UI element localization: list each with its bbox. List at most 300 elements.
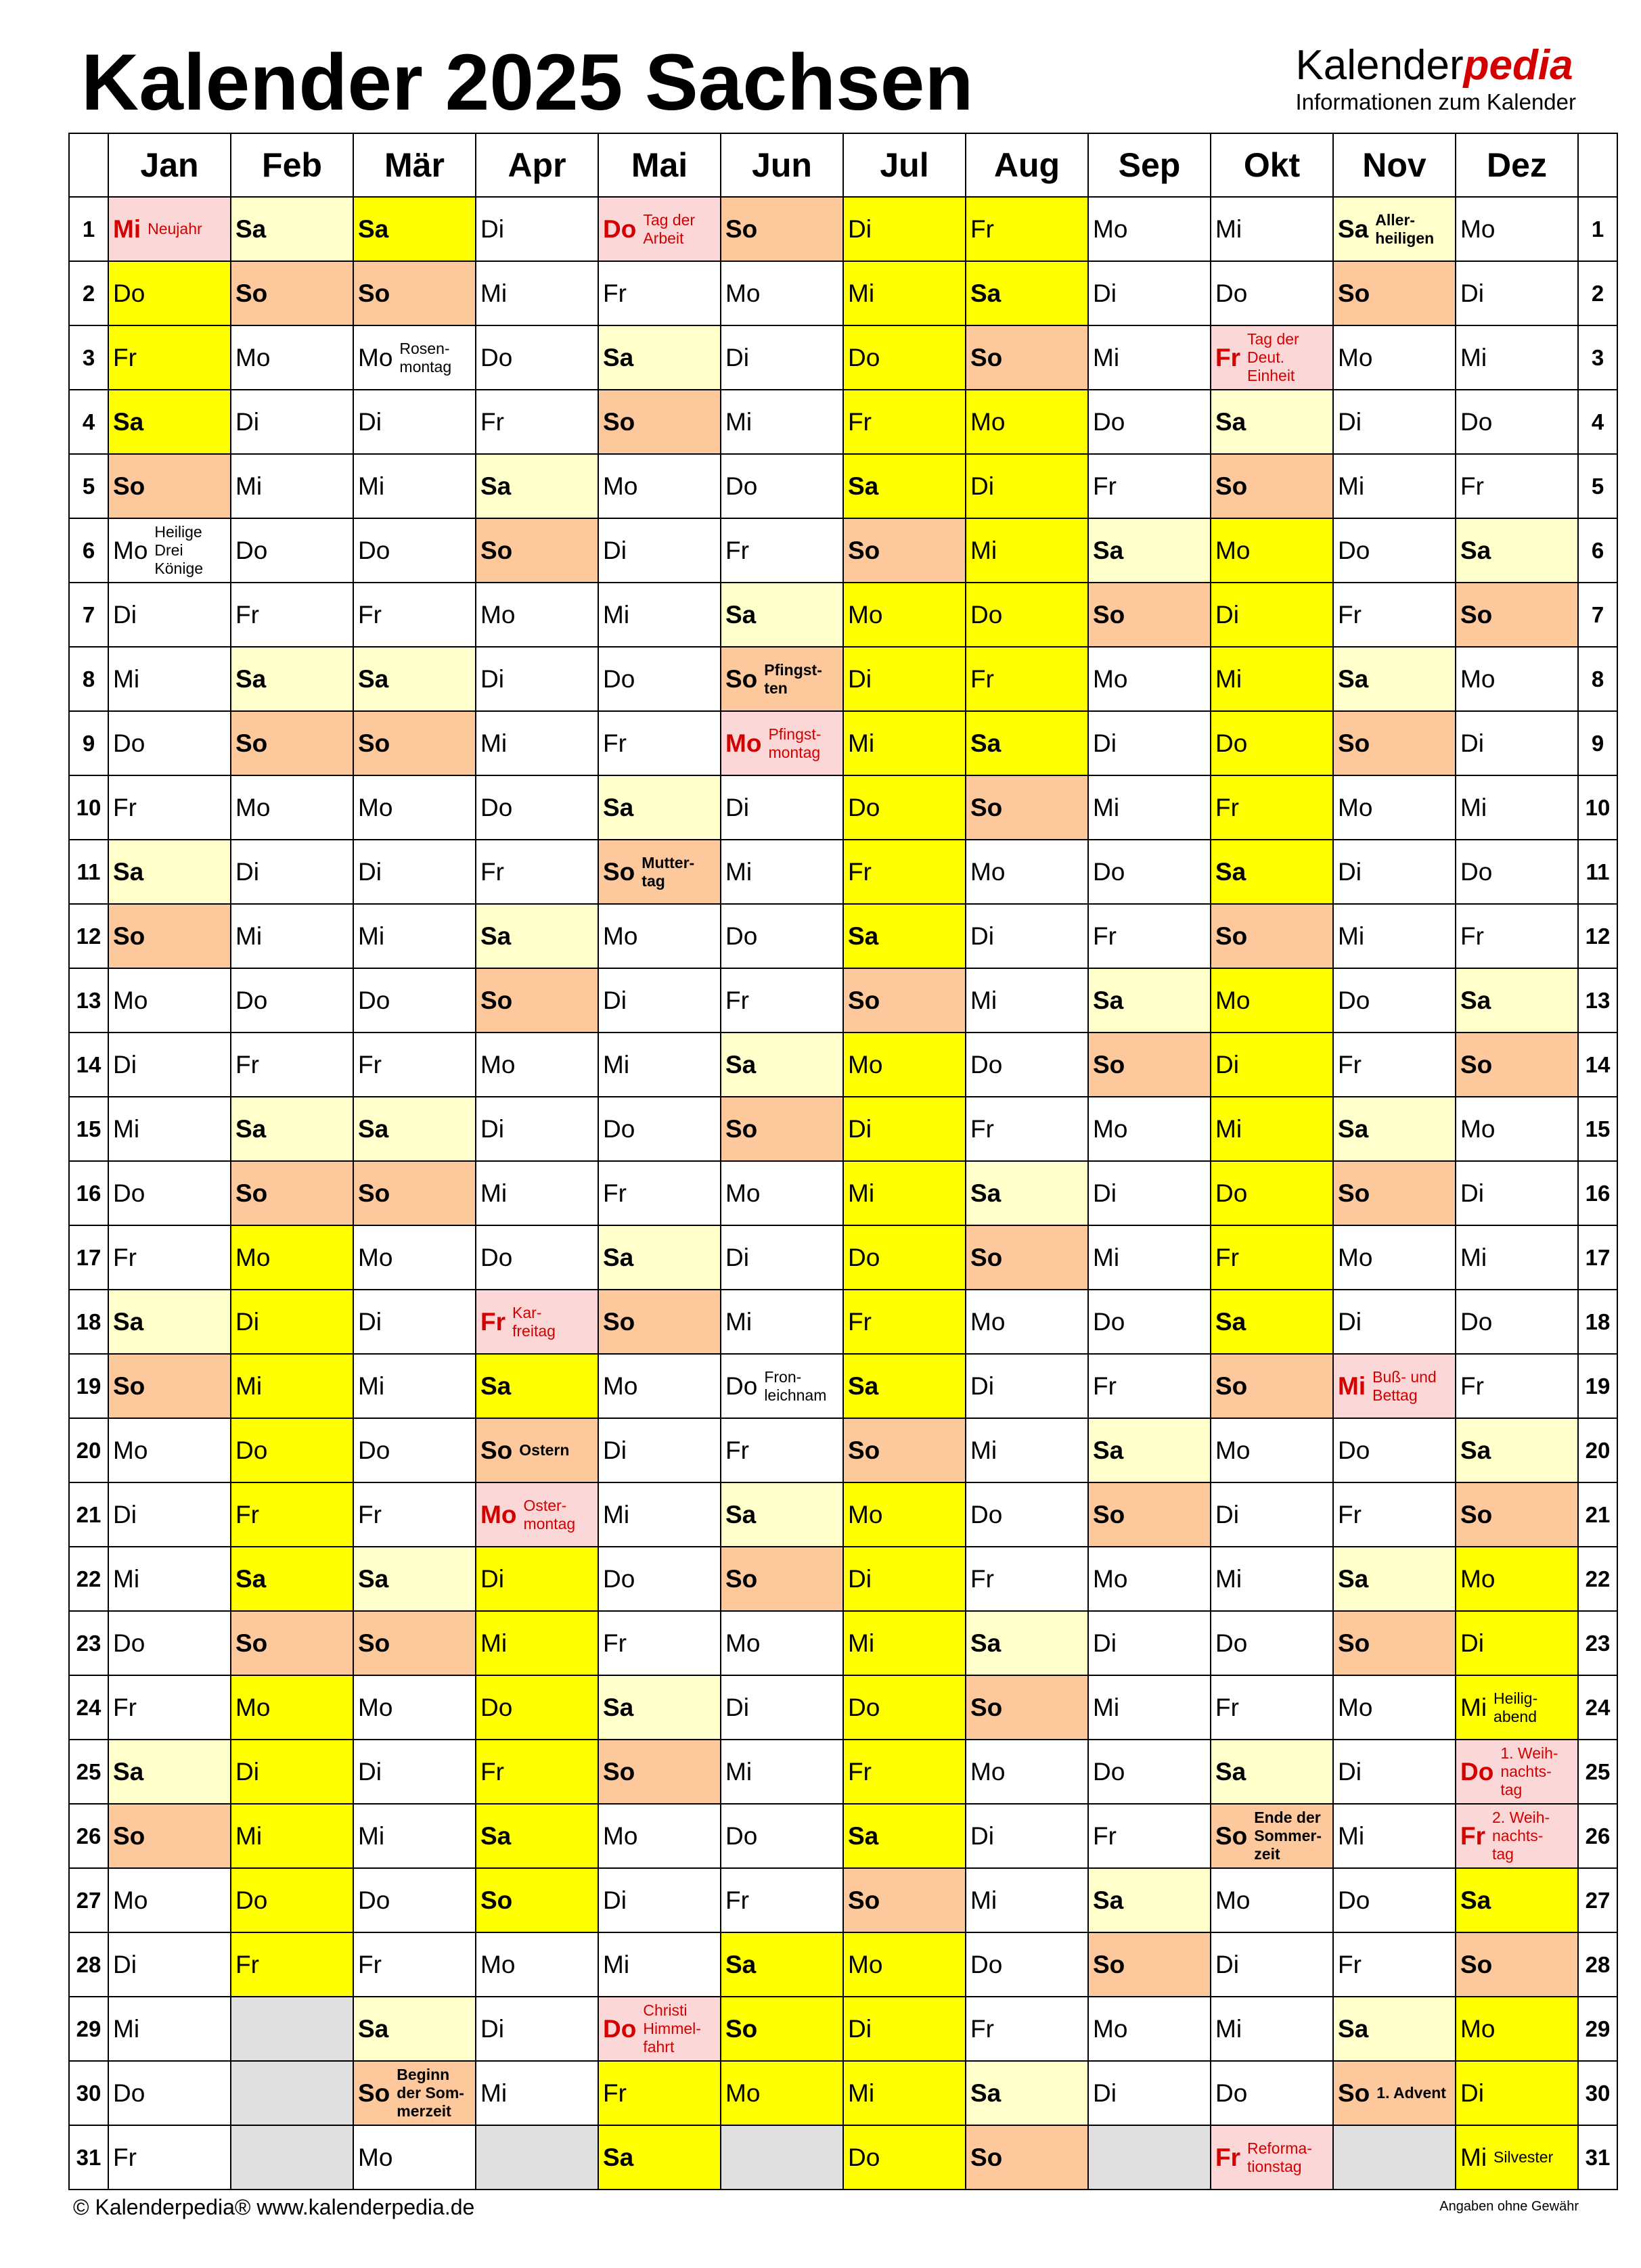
- day-cell[interactable]: [1211, 1225, 1333, 1290]
- day-cell[interactable]: [598, 775, 721, 840]
- day-cell[interactable]: [1333, 1161, 1456, 1225]
- brand-logo[interactable]: [1295, 42, 1576, 115]
- day-cell[interactable]: [1088, 390, 1211, 454]
- day-cell[interactable]: [1456, 775, 1578, 840]
- day-cell[interactable]: [966, 1225, 1088, 1290]
- day-cell[interactable]: [966, 647, 1088, 711]
- day-cell[interactable]: [231, 197, 353, 261]
- day-cell[interactable]: [1333, 454, 1456, 518]
- day-cell[interactable]: [1088, 1033, 1211, 1097]
- day-cell[interactable]: [966, 1675, 1088, 1740]
- day-cell[interactable]: [598, 261, 721, 325]
- day-cell[interactable]: [966, 197, 1088, 261]
- day-cell[interactable]: [843, 2061, 966, 2125]
- day-cell[interactable]: [1456, 1225, 1578, 1290]
- day-cell[interactable]: [1088, 1611, 1211, 1675]
- day-cell[interactable]: [721, 1740, 843, 1804]
- day-cell[interactable]: [1088, 325, 1211, 390]
- day-cell[interactable]: [843, 1740, 966, 1804]
- day-cell[interactable]: [476, 1225, 598, 1290]
- day-cell[interactable]: [598, 583, 721, 647]
- day-cell[interactable]: [1211, 1547, 1333, 1611]
- day-cell[interactable]: [721, 1611, 843, 1675]
- day-cell[interactable]: [966, 1932, 1088, 1997]
- day-cell[interactable]: [843, 1804, 966, 1868]
- day-cell[interactable]: [353, 1482, 476, 1547]
- day-cell[interactable]: [1211, 840, 1333, 904]
- day-cell[interactable]: [1333, 261, 1456, 325]
- day-cell[interactable]: [1333, 2061, 1456, 2125]
- day-cell[interactable]: [108, 1418, 231, 1482]
- day-cell[interactable]: [1456, 1804, 1578, 1868]
- day-cell[interactable]: [598, 1997, 721, 2061]
- day-cell[interactable]: [721, 518, 843, 583]
- day-cell[interactable]: [598, 647, 721, 711]
- day-cell[interactable]: [108, 775, 231, 840]
- day-cell[interactable]: [476, 1097, 598, 1161]
- day-cell[interactable]: [598, 968, 721, 1033]
- day-cell[interactable]: [843, 1611, 966, 1675]
- day-cell[interactable]: [721, 1868, 843, 1932]
- day-cell[interactable]: [108, 197, 231, 261]
- day-cell[interactable]: [966, 1290, 1088, 1354]
- day-cell[interactable]: [353, 1033, 476, 1097]
- day-cell[interactable]: [476, 1675, 598, 1740]
- day-cell[interactable]: [843, 775, 966, 840]
- day-cell[interactable]: [108, 647, 231, 711]
- day-cell[interactable]: [108, 583, 231, 647]
- day-cell[interactable]: [353, 1868, 476, 1932]
- day-cell[interactable]: [1456, 325, 1578, 390]
- day-cell[interactable]: [1088, 1868, 1211, 1932]
- day-cell[interactable]: [108, 1804, 231, 1868]
- day-cell[interactable]: [1456, 454, 1578, 518]
- day-cell[interactable]: [476, 1804, 598, 1868]
- day-cell[interactable]: [1456, 2061, 1578, 2125]
- day-cell[interactable]: [843, 197, 966, 261]
- day-cell[interactable]: [476, 775, 598, 840]
- day-cell[interactable]: [476, 968, 598, 1033]
- day-cell[interactable]: [843, 2125, 966, 2190]
- day-cell[interactable]: [1211, 1997, 1333, 2061]
- day-cell[interactable]: [353, 711, 476, 775]
- day-cell[interactable]: [1333, 1482, 1456, 1547]
- day-cell[interactable]: [598, 2061, 721, 2125]
- day-cell[interactable]: [721, 1547, 843, 1611]
- day-cell[interactable]: [231, 775, 353, 840]
- day-cell[interactable]: [1088, 1547, 1211, 1611]
- day-cell[interactable]: [966, 775, 1088, 840]
- day-cell[interactable]: [1088, 518, 1211, 583]
- day-cell[interactable]: [966, 840, 1088, 904]
- day-cell[interactable]: [1333, 1418, 1456, 1482]
- day-cell[interactable]: [721, 1804, 843, 1868]
- day-cell[interactable]: [231, 454, 353, 518]
- day-cell[interactable]: [966, 583, 1088, 647]
- day-cell[interactable]: [598, 1290, 721, 1354]
- day-cell[interactable]: [598, 1932, 721, 1997]
- day-cell[interactable]: [1456, 1482, 1578, 1547]
- day-cell[interactable]: [843, 711, 966, 775]
- day-cell[interactable]: [353, 1611, 476, 1675]
- day-cell[interactable]: [966, 2061, 1088, 2125]
- day-cell[interactable]: [476, 390, 598, 454]
- day-cell[interactable]: [476, 840, 598, 904]
- day-cell[interactable]: [353, 454, 476, 518]
- day-cell[interactable]: [1211, 968, 1333, 1033]
- day-cell[interactable]: [353, 1097, 476, 1161]
- day-cell[interactable]: [231, 1868, 353, 1932]
- day-cell[interactable]: [843, 1868, 966, 1932]
- day-cell[interactable]: [1211, 454, 1333, 518]
- day-cell[interactable]: [353, 1354, 476, 1418]
- day-cell[interactable]: [721, 197, 843, 261]
- day-cell[interactable]: [1456, 1354, 1578, 1418]
- day-cell[interactable]: [1456, 1997, 1578, 2061]
- footer-copyright[interactable]: © Kalenderpedia® www.kalenderpedia.de: [73, 2195, 475, 2219]
- day-cell[interactable]: [1211, 325, 1333, 390]
- day-cell[interactable]: [108, 454, 231, 518]
- day-cell[interactable]: [1456, 1097, 1578, 1161]
- day-cell[interactable]: [1211, 1290, 1333, 1354]
- day-cell[interactable]: [1211, 1740, 1333, 1804]
- day-cell[interactable]: [1456, 711, 1578, 775]
- day-cell[interactable]: [1456, 904, 1578, 968]
- day-cell[interactable]: [231, 1611, 353, 1675]
- day-cell[interactable]: [1211, 1097, 1333, 1161]
- day-cell[interactable]: [231, 711, 353, 775]
- day-cell[interactable]: [1211, 1868, 1333, 1932]
- day-cell[interactable]: [1456, 518, 1578, 583]
- day-cell[interactable]: [231, 261, 353, 325]
- day-cell[interactable]: [598, 454, 721, 518]
- day-cell[interactable]: [1088, 1097, 1211, 1161]
- day-cell[interactable]: [476, 647, 598, 711]
- day-cell[interactable]: [1088, 1804, 1211, 1868]
- day-cell[interactable]: [721, 583, 843, 647]
- day-cell[interactable]: [476, 711, 598, 775]
- day-cell[interactable]: [843, 518, 966, 583]
- day-cell[interactable]: [1333, 840, 1456, 904]
- day-cell[interactable]: [1088, 454, 1211, 518]
- day-cell[interactable]: [476, 1290, 598, 1354]
- day-cell[interactable]: [966, 325, 1088, 390]
- day-cell[interactable]: [1088, 1482, 1211, 1547]
- day-cell[interactable]: [231, 1740, 353, 1804]
- day-cell[interactable]: [476, 1418, 598, 1482]
- day-cell[interactable]: [1333, 390, 1456, 454]
- day-cell[interactable]: [1088, 904, 1211, 968]
- day-cell[interactable]: [598, 2125, 721, 2190]
- day-cell[interactable]: [966, 261, 1088, 325]
- day-cell[interactable]: [353, 1932, 476, 1997]
- day-cell[interactable]: [1088, 775, 1211, 840]
- day-cell[interactable]: [1211, 390, 1333, 454]
- day-cell[interactable]: [1088, 711, 1211, 775]
- day-cell[interactable]: [108, 390, 231, 454]
- day-cell[interactable]: [843, 390, 966, 454]
- day-cell[interactable]: [598, 840, 721, 904]
- day-cell[interactable]: [1456, 1611, 1578, 1675]
- day-cell[interactable]: [1456, 1033, 1578, 1097]
- day-cell[interactable]: [231, 968, 353, 1033]
- day-cell[interactable]: [721, 1997, 843, 2061]
- day-cell[interactable]: [1088, 968, 1211, 1033]
- day-cell[interactable]: [721, 840, 843, 904]
- day-cell[interactable]: [353, 968, 476, 1033]
- day-cell[interactable]: [353, 647, 476, 711]
- day-cell[interactable]: [1088, 1675, 1211, 1740]
- day-cell[interactable]: [108, 2061, 231, 2125]
- day-cell[interactable]: [1211, 1804, 1333, 1868]
- day-cell[interactable]: [1333, 647, 1456, 711]
- day-cell[interactable]: [1333, 1932, 1456, 1997]
- day-cell[interactable]: [1456, 1868, 1578, 1932]
- day-cell[interactable]: [231, 904, 353, 968]
- day-cell[interactable]: [353, 1547, 476, 1611]
- day-cell[interactable]: [353, 2061, 476, 2125]
- day-cell[interactable]: [1211, 904, 1333, 968]
- day-cell[interactable]: [843, 1418, 966, 1482]
- day-cell[interactable]: [843, 583, 966, 647]
- day-cell[interactable]: [353, 1997, 476, 2061]
- day-cell[interactable]: [843, 261, 966, 325]
- day-cell[interactable]: [843, 840, 966, 904]
- day-cell[interactable]: [108, 1868, 231, 1932]
- day-cell[interactable]: [1088, 261, 1211, 325]
- day-cell[interactable]: [1211, 1482, 1333, 1547]
- day-cell[interactable]: [1456, 1740, 1578, 1804]
- day-cell[interactable]: [108, 325, 231, 390]
- day-cell[interactable]: [598, 1161, 721, 1225]
- day-cell[interactable]: [476, 518, 598, 583]
- day-cell[interactable]: [721, 1097, 843, 1161]
- day-cell[interactable]: [476, 1482, 598, 1547]
- day-cell[interactable]: [231, 1675, 353, 1740]
- day-cell[interactable]: [231, 1482, 353, 1547]
- day-cell[interactable]: [966, 2125, 1088, 2190]
- day-cell[interactable]: [598, 1675, 721, 1740]
- day-cell[interactable]: [598, 1868, 721, 1932]
- day-cell[interactable]: [1456, 583, 1578, 647]
- day-cell[interactable]: [108, 1675, 231, 1740]
- day-cell[interactable]: [721, 1290, 843, 1354]
- day-cell[interactable]: [1333, 968, 1456, 1033]
- day-cell[interactable]: [353, 840, 476, 904]
- day-cell[interactable]: [598, 1547, 721, 1611]
- day-cell[interactable]: [1088, 2061, 1211, 2125]
- day-cell[interactable]: [353, 261, 476, 325]
- day-cell[interactable]: [476, 197, 598, 261]
- day-cell[interactable]: [966, 1804, 1088, 1868]
- day-cell[interactable]: [1211, 1161, 1333, 1225]
- day-cell[interactable]: [598, 1482, 721, 1547]
- day-cell[interactable]: [1088, 197, 1211, 261]
- day-cell[interactable]: [476, 1868, 598, 1932]
- day-cell[interactable]: [231, 1418, 353, 1482]
- day-cell[interactable]: [476, 325, 598, 390]
- day-cell[interactable]: [1333, 583, 1456, 647]
- day-cell[interactable]: [353, 1418, 476, 1482]
- day-cell[interactable]: [1333, 197, 1456, 261]
- day-cell[interactable]: [1211, 518, 1333, 583]
- day-cell[interactable]: [1088, 1225, 1211, 1290]
- day-cell[interactable]: [843, 1547, 966, 1611]
- day-cell[interactable]: [966, 1997, 1088, 2061]
- day-cell[interactable]: [108, 1547, 231, 1611]
- day-cell[interactable]: [353, 775, 476, 840]
- day-cell[interactable]: [1211, 647, 1333, 711]
- day-cell[interactable]: [721, 1675, 843, 1740]
- day-cell[interactable]: [843, 325, 966, 390]
- day-cell[interactable]: [598, 1418, 721, 1482]
- day-cell[interactable]: [108, 518, 231, 583]
- day-cell[interactable]: [721, 1161, 843, 1225]
- day-cell[interactable]: [108, 261, 231, 325]
- day-cell[interactable]: [1088, 1354, 1211, 1418]
- day-cell[interactable]: [231, 840, 353, 904]
- day-cell[interactable]: [598, 1033, 721, 1097]
- day-cell[interactable]: [108, 1740, 231, 1804]
- day-cell[interactable]: [231, 647, 353, 711]
- day-cell[interactable]: [1456, 390, 1578, 454]
- day-cell[interactable]: [108, 840, 231, 904]
- day-cell[interactable]: [476, 1997, 598, 2061]
- day-cell[interactable]: [353, 1740, 476, 1804]
- day-cell[interactable]: [1333, 1290, 1456, 1354]
- day-cell[interactable]: [108, 1097, 231, 1161]
- day-cell[interactable]: [1211, 583, 1333, 647]
- day-cell[interactable]: [1456, 840, 1578, 904]
- day-cell[interactable]: [108, 1932, 231, 1997]
- day-cell[interactable]: [231, 1804, 353, 1868]
- day-cell[interactable]: [353, 390, 476, 454]
- day-cell[interactable]: [231, 325, 353, 390]
- day-cell[interactable]: [476, 1161, 598, 1225]
- day-cell[interactable]: [721, 454, 843, 518]
- day-cell[interactable]: [721, 1482, 843, 1547]
- day-cell[interactable]: [353, 583, 476, 647]
- day-cell[interactable]: [843, 968, 966, 1033]
- day-cell[interactable]: [1211, 197, 1333, 261]
- day-cell[interactable]: [843, 1033, 966, 1097]
- day-cell[interactable]: [966, 1033, 1088, 1097]
- day-cell[interactable]: [231, 583, 353, 647]
- day-cell[interactable]: [353, 325, 476, 390]
- day-cell[interactable]: [1333, 1547, 1456, 1611]
- day-cell[interactable]: [1456, 1547, 1578, 1611]
- day-cell[interactable]: [966, 1868, 1088, 1932]
- day-cell[interactable]: [598, 1740, 721, 1804]
- day-cell[interactable]: [598, 518, 721, 583]
- day-cell[interactable]: [966, 1547, 1088, 1611]
- day-cell[interactable]: [1088, 583, 1211, 647]
- day-cell[interactable]: [353, 1225, 476, 1290]
- day-cell[interactable]: [231, 518, 353, 583]
- day-cell[interactable]: [843, 1997, 966, 2061]
- day-cell[interactable]: [1211, 261, 1333, 325]
- day-cell[interactable]: [843, 1161, 966, 1225]
- day-cell[interactable]: [721, 1354, 843, 1418]
- day-cell[interactable]: [1333, 1997, 1456, 2061]
- day-cell[interactable]: [476, 583, 598, 647]
- day-cell[interactable]: [721, 390, 843, 454]
- day-cell[interactable]: [721, 1932, 843, 1997]
- day-cell[interactable]: [108, 2125, 231, 2190]
- day-cell[interactable]: [1333, 1611, 1456, 1675]
- day-cell[interactable]: [721, 325, 843, 390]
- day-cell[interactable]: [1211, 1932, 1333, 1997]
- day-cell[interactable]: [598, 1354, 721, 1418]
- day-cell[interactable]: [108, 711, 231, 775]
- day-cell[interactable]: [476, 1611, 598, 1675]
- day-cell[interactable]: [966, 1354, 1088, 1418]
- day-cell[interactable]: [353, 1290, 476, 1354]
- day-cell[interactable]: [1456, 1932, 1578, 1997]
- day-cell[interactable]: [108, 1354, 231, 1418]
- day-cell[interactable]: [476, 261, 598, 325]
- day-cell[interactable]: [476, 2061, 598, 2125]
- day-cell[interactable]: [1088, 647, 1211, 711]
- day-cell[interactable]: [1333, 1033, 1456, 1097]
- day-cell[interactable]: [966, 968, 1088, 1033]
- day-cell[interactable]: [108, 1290, 231, 1354]
- day-cell[interactable]: [1333, 325, 1456, 390]
- day-cell[interactable]: [1333, 1354, 1456, 1418]
- day-cell[interactable]: [966, 1611, 1088, 1675]
- day-cell[interactable]: [1211, 1354, 1333, 1418]
- day-cell[interactable]: [721, 775, 843, 840]
- day-cell[interactable]: [353, 2125, 476, 2190]
- day-cell[interactable]: [108, 1997, 231, 2061]
- day-cell[interactable]: [598, 325, 721, 390]
- day-cell[interactable]: [966, 1161, 1088, 1225]
- day-cell[interactable]: [598, 711, 721, 775]
- day-cell[interactable]: [1456, 1161, 1578, 1225]
- day-cell[interactable]: [843, 1225, 966, 1290]
- day-cell[interactable]: [966, 904, 1088, 968]
- day-cell[interactable]: [108, 1482, 231, 1547]
- day-cell[interactable]: [598, 1611, 721, 1675]
- day-cell[interactable]: [1456, 2125, 1578, 2190]
- day-cell[interactable]: [1456, 647, 1578, 711]
- day-cell[interactable]: [721, 1418, 843, 1482]
- day-cell[interactable]: [231, 1225, 353, 1290]
- day-cell[interactable]: [843, 1097, 966, 1161]
- day-cell[interactable]: [966, 1740, 1088, 1804]
- day-cell[interactable]: [843, 1290, 966, 1354]
- day-cell[interactable]: [108, 904, 231, 968]
- day-cell[interactable]: [1088, 840, 1211, 904]
- day-cell[interactable]: [966, 518, 1088, 583]
- day-cell[interactable]: [966, 454, 1088, 518]
- day-cell[interactable]: [231, 1932, 353, 1997]
- day-cell[interactable]: [1456, 968, 1578, 1033]
- day-cell[interactable]: [843, 904, 966, 968]
- day-cell[interactable]: [353, 1161, 476, 1225]
- day-cell[interactable]: [1211, 1611, 1333, 1675]
- day-cell[interactable]: [721, 261, 843, 325]
- day-cell[interactable]: [966, 1097, 1088, 1161]
- day-cell[interactable]: [476, 1547, 598, 1611]
- day-cell[interactable]: [1456, 1675, 1578, 1740]
- day-cell[interactable]: [1088, 1997, 1211, 2061]
- day-cell[interactable]: [108, 968, 231, 1033]
- day-cell[interactable]: [231, 1290, 353, 1354]
- day-cell[interactable]: [1088, 1932, 1211, 1997]
- day-cell[interactable]: [598, 1225, 721, 1290]
- day-cell[interactable]: [1211, 775, 1333, 840]
